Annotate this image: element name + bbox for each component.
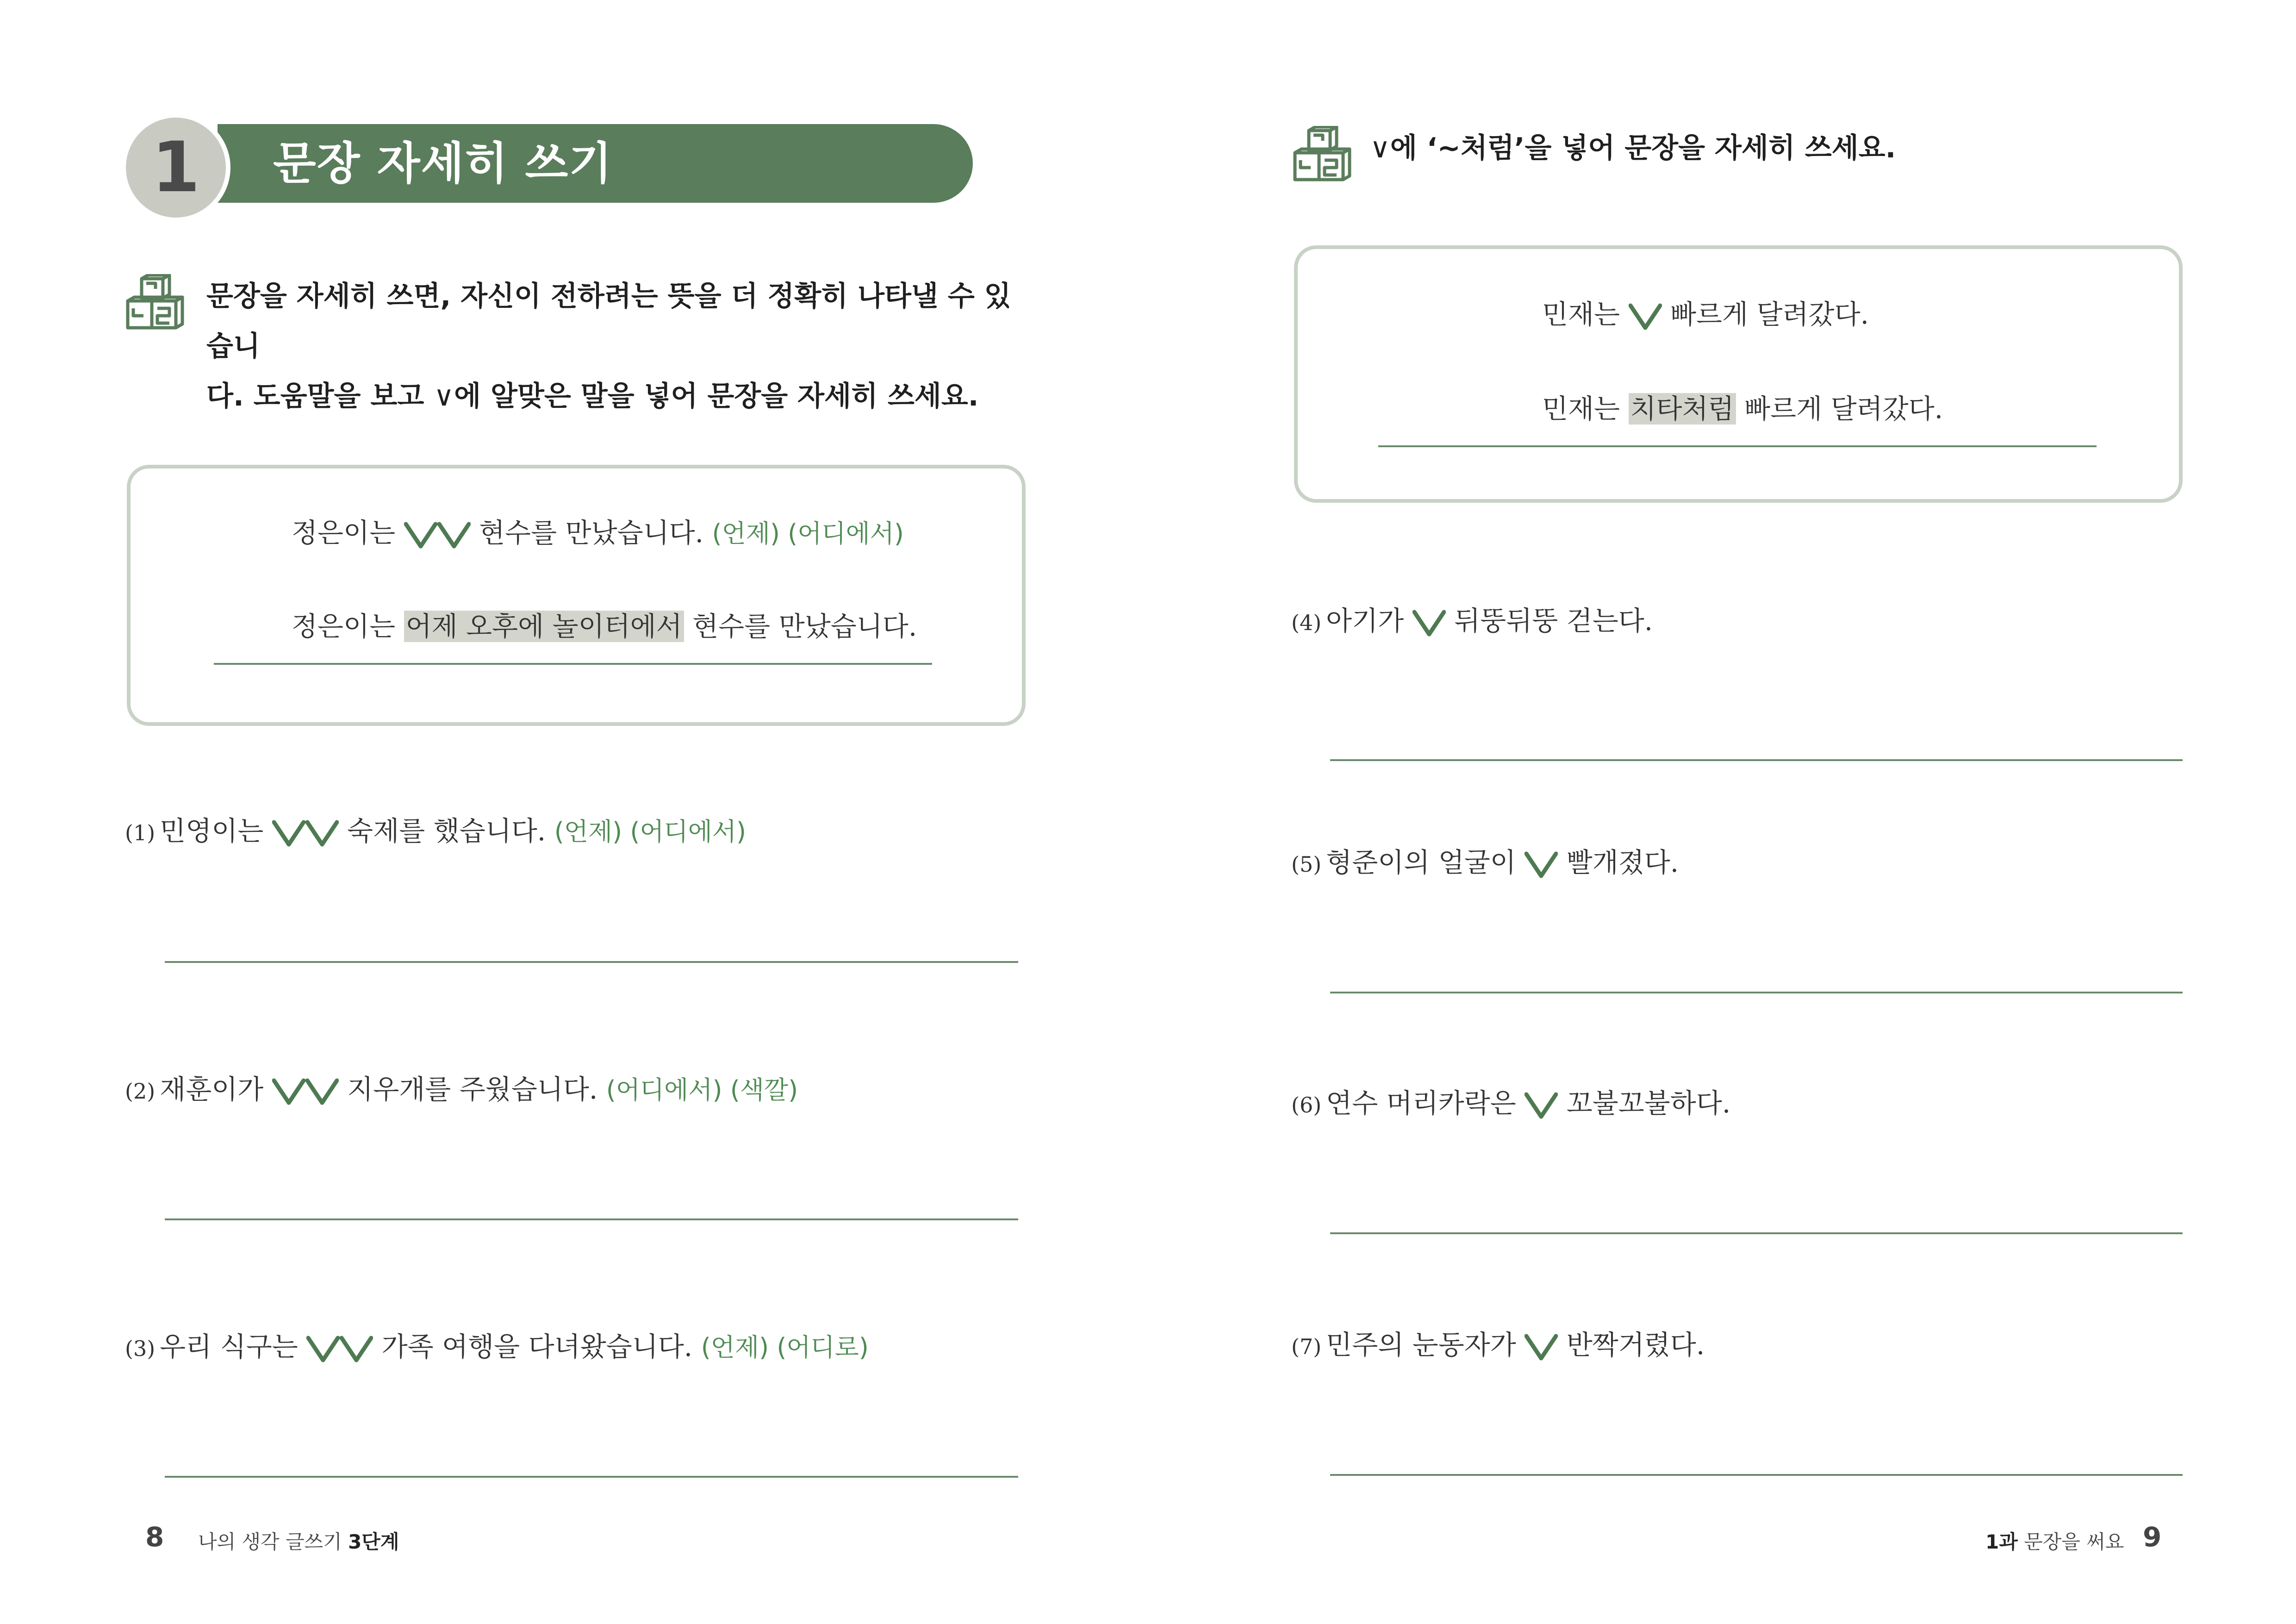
page-number-right: 9 <box>2143 1521 2162 1553</box>
instruction-text-right: ∨에 ‘~처럼’을 넣어 문장을 자세히 쓰세요. <box>1370 132 1896 164</box>
caret-symbol: ∨ <box>1370 132 1390 164</box>
instruction-line-2: 다. 도움말을 보고 ∨에 알맞은 말을 넣어 문장을 자세히 쓰세요. <box>206 380 979 412</box>
insert-caret-icon <box>1524 851 1558 879</box>
insert-caret-icon <box>1524 1333 1558 1361</box>
example-answer-highlight: 어제 오후에 놀이터에서 <box>404 611 684 642</box>
example-box-right <box>1294 245 2183 503</box>
example-prompt-right: 민재는 빠르게 달려갔다. <box>1542 299 1869 330</box>
footer-book-title: 나의 생각 글쓰기 3단계 <box>198 1530 399 1553</box>
insert-caret-icon <box>272 819 305 847</box>
example-box <box>127 465 1026 726</box>
example-answer-right: 민재는 치타처럼 빠르게 달려갔다. <box>1542 393 1943 425</box>
lesson-number: 1 <box>126 118 226 218</box>
insert-caret-icon <box>340 1335 373 1363</box>
stacked-blocks-icon <box>124 274 184 334</box>
question-7: (7) 민주의 눈동자가 반짝거렸다. <box>1291 1329 1705 1361</box>
example-answer-highlight: 치타처럼 <box>1629 393 1736 425</box>
answer-line-6[interactable] <box>1330 1232 2183 1234</box>
insert-caret-icon <box>404 521 437 549</box>
page-number-left: 8 <box>145 1521 164 1553</box>
insert-caret-icon <box>1412 609 1446 637</box>
answer-line-1[interactable] <box>165 961 1018 963</box>
question-2: (2) 재훈이가 지우개를 주웠습니다. (어디에서) (색깔) <box>125 1074 798 1105</box>
insert-caret-icon <box>437 521 471 549</box>
instruction-line-1: 문장을 자세히 쓰면, 자신이 전하려는 뜻을 더 정확히 나타낼 수 있습니 <box>206 280 1011 362</box>
insert-caret-icon <box>305 819 339 847</box>
example-answer-line <box>1378 445 2097 447</box>
question-1: (1) 민영이는 숙제를 했습니다. (언제) (어디에서) <box>125 815 747 847</box>
instruction-text <box>206 271 1030 421</box>
question-4: (4) 아기가 뒤뚱뒤뚱 걷는다. <box>1291 605 1653 637</box>
question-3: (3) 우리 식구는 가족 여행을 다녀왔습니다. (언제) (어디로) <box>125 1331 869 1362</box>
answer-line-2[interactable] <box>165 1218 1018 1220</box>
stacked-blocks-icon <box>1291 126 1351 186</box>
insert-caret-icon <box>272 1078 305 1106</box>
insert-caret-icon <box>305 1078 339 1106</box>
question-5: (5) 형준이의 얼굴이 빨개졌다. <box>1291 847 1679 878</box>
question-6: (6) 연수 머리카락은 꼬불꼬불하다. <box>1291 1087 1731 1119</box>
caret-symbol: ∨ <box>434 380 454 412</box>
example-prompt: 정은이는 현수를 만났습니다. (언제) (어디에서) <box>292 517 904 549</box>
insert-caret-icon <box>306 1335 340 1363</box>
answer-line-5[interactable] <box>1330 992 2183 993</box>
insert-caret-icon <box>1629 303 1662 331</box>
example-answer-line <box>214 663 932 665</box>
example-answer: 정은이는 어제 오후에 놀이터에서 현수를 만났습니다. <box>292 611 917 642</box>
answer-line-7[interactable] <box>1330 1474 2183 1476</box>
footer-lesson-title: 1과 문장을 써요 <box>1985 1530 2124 1553</box>
answer-line-3[interactable] <box>165 1476 1018 1478</box>
example-hints: (언제) (어디에서) <box>712 519 904 548</box>
insert-caret-icon <box>1524 1092 1558 1119</box>
answer-line-4[interactable] <box>1330 759 2183 761</box>
lesson-title: 문장 자세히 쓰기 <box>273 137 613 189</box>
